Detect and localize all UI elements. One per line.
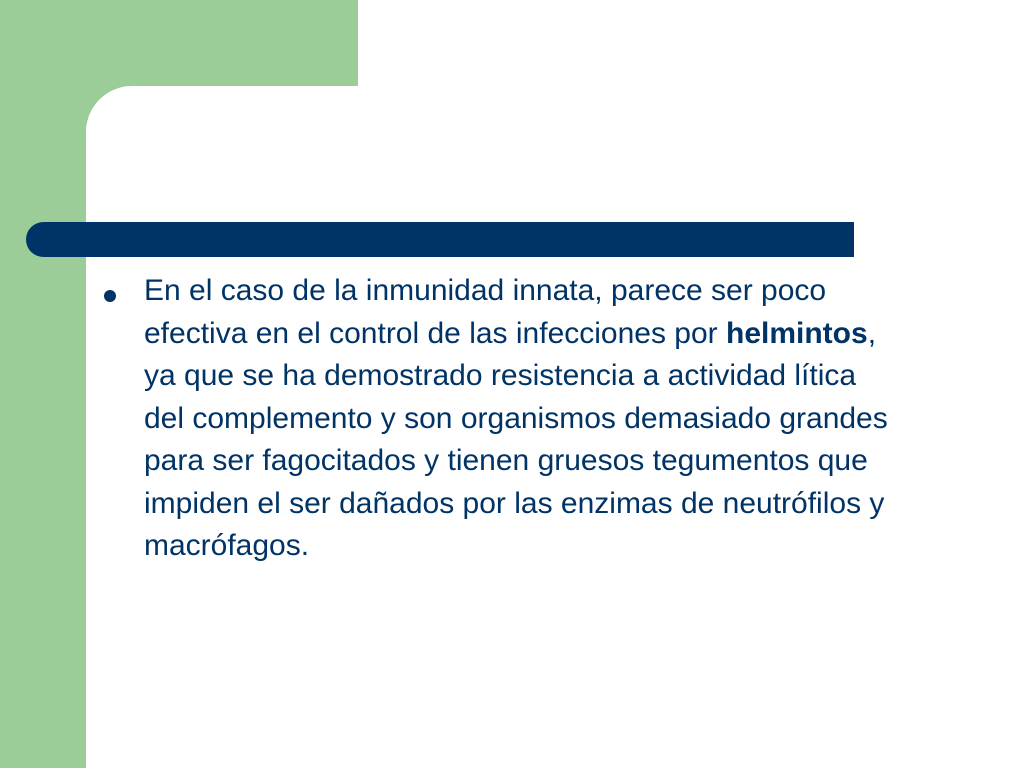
slide-body — [104, 270, 904, 568]
bullet-text-start: En el caso de la inmunidad innata, parece ser poco efectiva en el control de las infecciones por — [144, 274, 827, 350]
bullet-emphasis: helmintos — [726, 316, 868, 350]
bullet-text — [144, 270, 904, 568]
bullet-item — [104, 270, 904, 568]
bullet-text-end: , ya que se ha demostrado resistencia a actividad lítica del complemento y son organismos demasiado grandes para ser fagocitados y tienen gruesos tegumentos que impiden el ser dañados por las enzimas de neutrófilos y macrófagos. — [144, 316, 888, 562]
bullet-dot-icon — [104, 290, 116, 302]
title-bar — [26, 222, 854, 257]
